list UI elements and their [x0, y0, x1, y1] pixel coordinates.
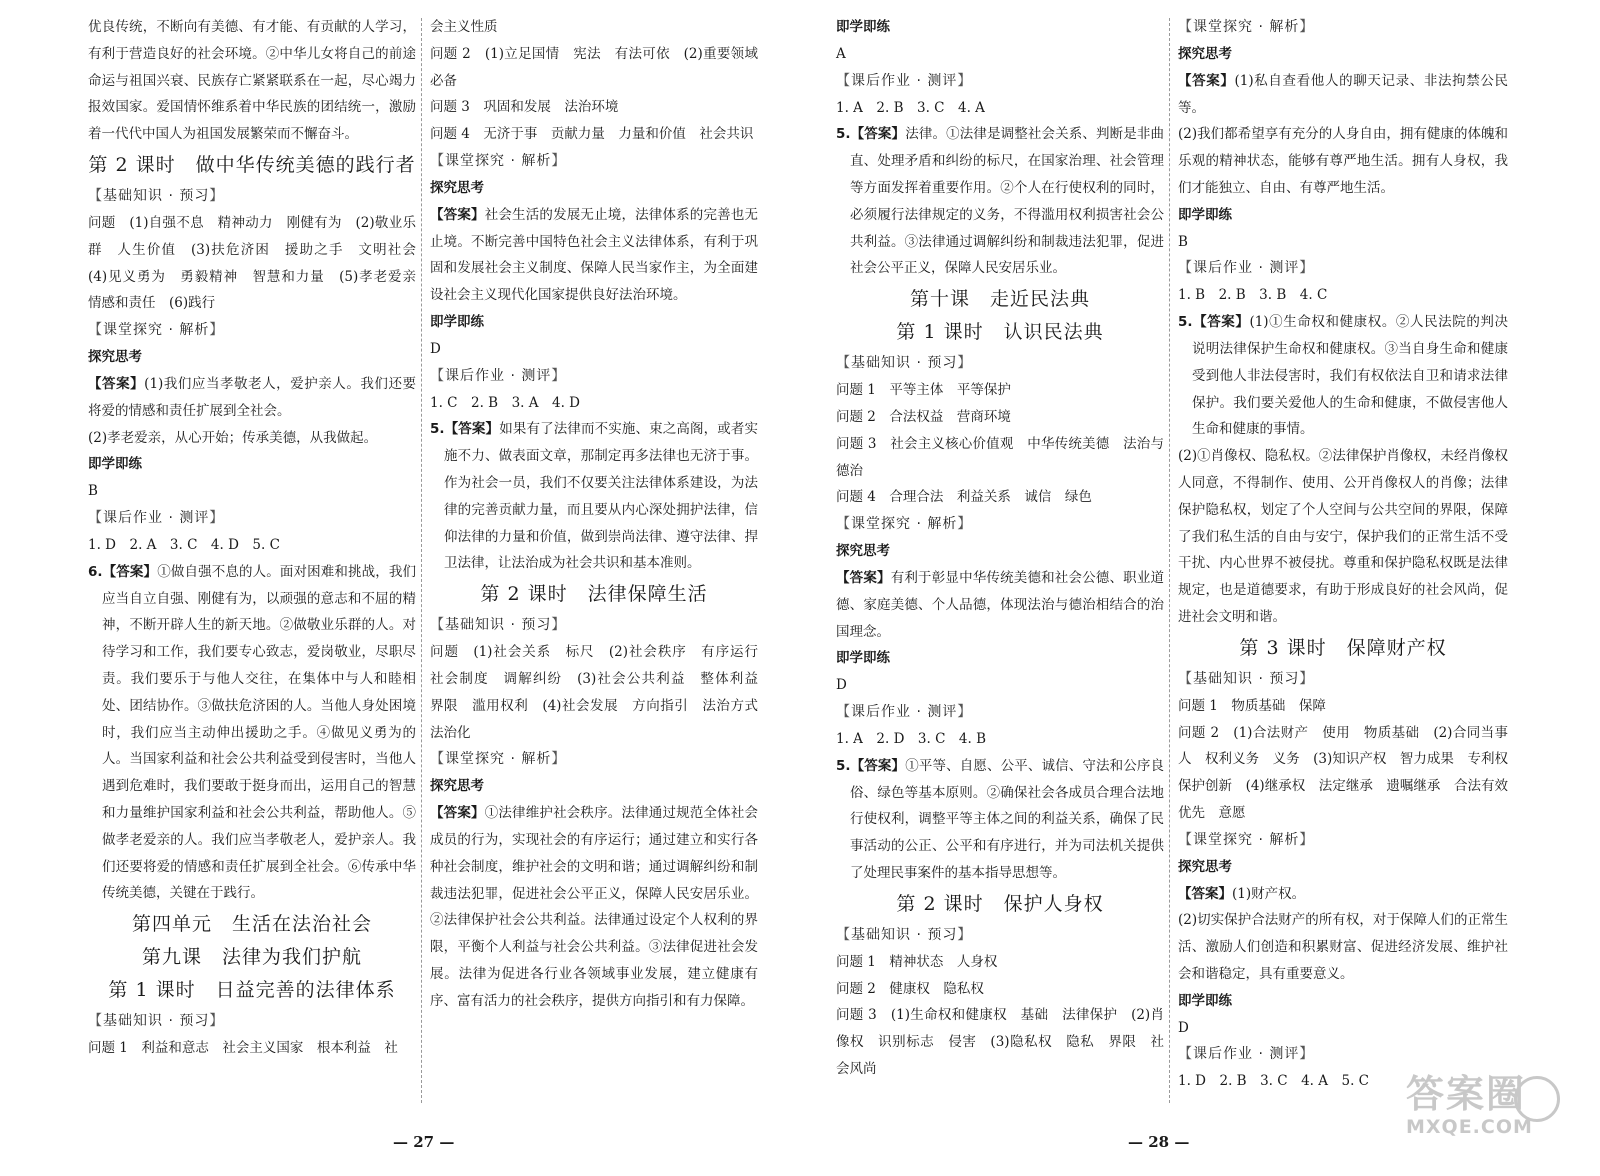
answer-label: 【答案】 [444, 421, 500, 438]
text-line: A [836, 45, 846, 62]
section-tag [1178, 1041, 1508, 1068]
tag-bracket-close: 】 [551, 617, 567, 634]
tag-bracket-close: 】 [957, 926, 973, 943]
section-tag [430, 746, 758, 773]
section-tag [836, 511, 1164, 538]
section-tag [836, 922, 1164, 949]
text-line: 1. A 2. B 3. C 4. A [836, 99, 985, 116]
answer-text: ①平等、自愿、公平、诚信、守法和公序良俗、绿色等基本原则。②确保社会各成员合理合法地行使权利，调整平等主体之间的利益关系，确保了民事活动的公正、公平和有序进行，并为司法机关提供了处理民事案件的基本指导思想等。 [850, 757, 1165, 881]
tag-bracket-open: 【 [430, 751, 445, 768]
tag-text: 课后作业 · 测评 [103, 509, 210, 526]
subheading: 探究思考 [1178, 858, 1232, 875]
answer-label: 【答案】 [430, 206, 485, 223]
tag-bracket-open: 【 [430, 367, 445, 384]
text-line: 问题 3 社会主义核心价值观 中华传统美德 法治与德治 [836, 435, 1164, 479]
tag-bracket-open: 【 [88, 1013, 103, 1030]
answer-paragraph [836, 565, 1164, 645]
page-number-right: — 28 — [1128, 1133, 1190, 1151]
subheading: 即学即练 [88, 456, 142, 473]
subheading: 即学即练 [1178, 206, 1232, 223]
numbered-answer [1178, 309, 1508, 443]
question-number: 5. [430, 421, 445, 438]
text-line: D [836, 677, 847, 694]
answer-text: ①做自强不息的人。面对困难和挑战，我们应当自立自强、刚健有为，以顽强的意志和不屈的精神，不断开辟人生的新天地。②做敬业乐群的人。对待学习和工作，我们要专心致志，爱岗敬业，尽职尽责。我们要乐于与他人交往，在集体中与人和睦相处、团结协作。③做扶危济困的人。当他人身处困境时，我们应当主动伸出援助之手。④做见义勇为的人。当国家利益和社会公共利益受到侵害时，当他人遇到危难时，我们要敢于挺身而出，运用自己的智慧和力量维护国家利益和社会公共利益，帮助他人。⑤做孝老爱亲的人。我们应当孝敬老人，爱护亲人。我们还要将爱的情感和责任扩展到全社会。⑥传承中华传统美德，关键在于践行。 [102, 563, 417, 902]
text-line: (2)我们都希望享有充分的人身自由，拥有健康的体魄和乐观的精神状态，能够有尊严地生活。拥有人身权，我们才能独立、自由、有尊严地生活。 [1178, 126, 1508, 196]
answer-label: 【答案】 [850, 757, 906, 774]
tag-bracket-close: 】 [209, 1013, 225, 1030]
tag-bracket-close: 】 [1299, 670, 1315, 687]
text-line: 问题 1 利益和意志 社会主义国家 根本利益 社 [88, 1040, 398, 1057]
section-tag [836, 699, 1164, 726]
subheading: 探究思考 [430, 778, 484, 795]
section-title: 第九课 法律为我们护航 [141, 946, 362, 969]
tag-bracket-close: 】 [551, 367, 567, 384]
text-line: (2)切实保护合法财产的所有权，对于保障人们的正常生活、激励人们创造和积累财富、促进经济发展、维护社会和谐稳定，具有重要意义。 [1178, 912, 1508, 982]
answer-label: 【答案】 [836, 569, 891, 586]
tag-bracket-close: 】 [957, 703, 973, 720]
tag-bracket-open: 【 [836, 516, 851, 533]
tag-bracket-open: 【 [88, 187, 103, 204]
text-line: 问题 3 (1)生命权和健康权 基础 法律保护 (2)肖像权 识别标志 侵害 (3)隐私权 隐私 界限 社会风尚 [836, 1007, 1164, 1077]
text-line: (2)孝老爱亲，从心开始；传承美德，从我做起。 [88, 429, 378, 446]
text-line: 问题 2 (1)立足国情 宪法 有法可依 (2)重要领域 必备 [430, 45, 772, 89]
answer-label: 【答案】 [1178, 72, 1235, 89]
tag-text: 课后作业 · 测评 [851, 703, 958, 720]
text-line: 问题 (1)社会关系 标尺 (2)社会秩序 有序运行 社会制度 调解纠纷 (3)社会公共利益 整体利益 界限 滥用权利 (4)社会发展 方向指引 法治方式 法治化 [430, 644, 772, 741]
tag-bracket-close: 】 [1299, 1046, 1315, 1063]
tag-bracket-open: 【 [1178, 1046, 1193, 1063]
text-line: (2)①肖像权、隐私权。②法律保护肖像权，未经肖像权人同意，不得制作、使用、公开肖像权人的肖像；法律保护隐私权，划定了个人空间与公共空间的界限，保障了我们私生活的自由与安宁，保护我们的正常生活不受干扰、内心世界不被侵扰。尊重和保护隐私权既是法律规定，也是道德要求，有助于形成良好的社会风尚，促进社会文明和谐。 [1178, 448, 1508, 625]
text-line: 问题 1 物质基础 保障 [1178, 697, 1326, 714]
answer-text: (1)①生命权和健康权。②人民法院的判决说明法律保护生命权和健康权。③当自身生命和健康受到他人非法侵害时，我们有权依法自卫和请求法律保护。我们要关爱他人的生命和健康，不做侵害他人生命和健康的事情。 [1192, 314, 1509, 438]
subheading: 即学即练 [836, 650, 890, 667]
section-title: 第十课 走近民法典 [909, 288, 1090, 311]
numbered-answer [430, 416, 758, 577]
tag-text: 课堂探究 · 解析 [103, 322, 210, 339]
section-tag [1178, 666, 1508, 693]
text-line: 1. D 2. A 3. C 4. D 5. C [88, 536, 280, 553]
section-tag [836, 68, 1164, 95]
text-line: 1. A 2. D 3. C 4. B [836, 730, 987, 747]
tag-bracket-close: 】 [209, 509, 225, 526]
text-line: 1. D 2. B 3. C 4. A 5. C [1178, 1073, 1370, 1090]
section-tag [88, 317, 416, 344]
tag-bracket-close: 】 [957, 516, 973, 533]
tag-bracket-open: 【 [836, 703, 851, 720]
numbered-answer [836, 753, 1164, 887]
tag-bracket-open: 【 [1178, 260, 1193, 277]
tag-text: 课后作业 · 测评 [445, 367, 552, 384]
section-tag [88, 505, 416, 532]
tag-bracket-open: 【 [1178, 670, 1193, 687]
page-number-left: — 27 — [393, 1133, 455, 1151]
text-line: 问题 (1)自强不息 精神动力 刚健有为 (2)敬业乐群 人生价值 (3)扶危济困 援助之手 文明社会 (4)见义勇为 勇毅精神 智慧和力量 (5)孝老爱亲 情感和责任 (6)践行 [88, 214, 430, 312]
tag-bracket-open: 【 [88, 509, 103, 526]
section-tag [430, 363, 758, 390]
text-line: 优良传统，不断向有美德、有才能、有贡献的人学习，有利于营造良好的社会环境。②中华儿女将自己的前途命运与祖国兴衰、民族存亡紧紧联系在一起，尽心竭力报效国家。爱国情怀维系着中华民族的团结统一，激励着一代代中国人为祖国发展繁荣而不懈奋斗。 [88, 19, 416, 143]
tag-bracket-close: 】 [209, 187, 225, 204]
answer-text: 法律。①法律是调整社会关系、判断是非曲直、处理矛盾和纠纷的标尺，在国家治理、社会管理等方面发挥着重要作用。②个人在行使权利的同时，必须履行法律规定的义务，不得滥用权利损害社会公共利益。③法律通过调解纠纷和制裁违法犯罪，促进社会公平正义，保障人民安居乐业。 [850, 126, 1165, 277]
answer-label: 【答案】 [88, 375, 145, 392]
tag-text: 基础知识 · 预习 [851, 355, 958, 372]
tag-text: 课后作业 · 测评 [1193, 1046, 1300, 1063]
question-number: 6. [88, 563, 103, 580]
section-title: 第 2 课时 做中华传统美德的践行者 [88, 153, 416, 176]
tag-bracket-open: 【 [836, 926, 851, 943]
answer-label: 【答案】 [1178, 885, 1232, 902]
text-line: 问题 2 合法权益 营商环境 [836, 408, 1011, 425]
tag-bracket-close: 】 [1299, 831, 1315, 848]
tag-bracket-open: 【 [836, 355, 851, 372]
tag-bracket-open: 【 [836, 72, 851, 89]
tag-text: 课堂探究 · 解析 [445, 152, 552, 169]
answer-label: 【答案】 [1192, 314, 1250, 331]
section-tag [1178, 14, 1508, 41]
subheading: 即学即练 [1178, 992, 1232, 1009]
answer-label: 【答案】 [102, 563, 158, 580]
answer-text: 有利于彰显中华传统美德和社会公德、职业道德、家庭美德、个人品德，体现法治与德治相结合的治国理念。 [836, 569, 1165, 640]
watermark-circle-icon [1514, 1076, 1560, 1122]
text-line: D [1178, 1019, 1189, 1036]
tag-text: 课堂探究 · 解析 [1193, 831, 1300, 848]
answer-paragraph [1178, 68, 1508, 122]
answer-paragraph [88, 371, 416, 425]
answer-text: ①法律维护社会秩序。法律通过规范全体社会成员的行为，实现社会的有序运行；通过建立和实行各种社会制度，维护社会的文明和谐；通过调解纠纷和制裁违法犯罪，促进社会公平正义，保障人民安居乐业。②法律保护社会公共利益。法律通过设定个人权利的界限，平衡个人利益与社会公共利益。③法律促进社会发展。法律为促进各行业各领域事业发展，建立健康有序、富有活力的社会秩序，提供方向指引和有力保障。 [430, 805, 759, 1009]
answer-text: 社会生活的发展无止境，法律体系的完善也无止境。不断完善中国特色社会主义法律体系，有利于巩固和发展社会主义制度、保障人民当家作主，为全面建设社会主义现代化国家提供良好法治环境。 [430, 206, 759, 304]
column-3 [836, 14, 1164, 1083]
tag-bracket-open: 【 [1178, 19, 1193, 35]
watermark-logo [1406, 1072, 1566, 1158]
text-line: 问题 4 无济于事 贡献力量 力量和价值 社会共识 [430, 126, 754, 143]
tag-bracket-close: 】 [209, 322, 225, 339]
numbered-answer [88, 559, 416, 907]
tag-text: 课堂探究 · 解析 [1193, 19, 1300, 35]
tag-bracket-close: 】 [551, 751, 567, 768]
section-title: 第 1 课时 日益完善的法律体系 [108, 979, 396, 1002]
section-tag [88, 183, 416, 210]
text-line: 问题 2 (1)合法财产 使用 物质基础 (2)合同当事人 权利义务 义务 (3)知识产权 智力成果 专利权 保护创新 (4)继承权 法定继承 遗嘱继承 合法有效 优先 意愿 [1178, 724, 1522, 821]
section-tag [1178, 255, 1508, 282]
answer-text: (1)财产权。 [1232, 885, 1306, 902]
answer-paragraph [1178, 881, 1508, 908]
column-divider-left [421, 18, 422, 1103]
subheading: 探究思考 [1178, 46, 1232, 62]
section-tag [430, 612, 758, 639]
text-line: B [1178, 233, 1188, 250]
tag-bracket-close: 】 [957, 355, 973, 372]
section-tag [1178, 827, 1508, 854]
question-number: 5. [1178, 314, 1193, 331]
tag-text: 课堂探究 · 解析 [851, 516, 958, 533]
tag-text: 基础知识 · 预习 [1193, 670, 1300, 687]
tag-bracket-close: 】 [551, 152, 567, 169]
section-tag [836, 350, 1164, 377]
section-tag [88, 1008, 416, 1035]
subheading: 探究思考 [430, 179, 484, 196]
section-title: 第 3 课时 保障财产权 [1239, 636, 1447, 659]
tag-text: 课后作业 · 测评 [851, 72, 958, 89]
answer-paragraph [430, 800, 758, 1014]
tag-bracket-open: 【 [430, 617, 445, 634]
text-line: 问题 1 精神状态 人身权 [836, 953, 998, 970]
answer-text: 如果有了法律而不实施、束之高阁，或者实施不力、做表面文章，那制定再多法律也无济于事。作为社会一员，我们不仅要关注法律体系建设，为法律的完善贡献力量，而且要从内心深处拥护法律，信仰法律的力量和价值，做到崇尚法律、遵守法律、捍卫法律，让法治成为社会共识和基本准则。 [444, 421, 759, 572]
text-line: 问题 2 健康权 隐私权 [836, 980, 984, 997]
subheading: 即学即练 [430, 313, 484, 330]
text-line: D [430, 340, 441, 357]
column-2 [430, 14, 772, 1015]
question-number: 5. [836, 757, 851, 774]
tag-bracket-open: 【 [88, 322, 103, 339]
text-line: 问题 4 合理合法 利益关系 诚信 绿色 [836, 489, 1092, 506]
tag-text: 课堂探究 · 解析 [445, 751, 552, 768]
text-line: 1. B 2. B 3. B 4. C [1178, 287, 1328, 304]
text-line: B [88, 483, 98, 500]
tag-bracket-close: 】 [1299, 260, 1315, 277]
answer-paragraph [430, 202, 758, 309]
text-line: 问题 1 平等主体 平等保护 [836, 382, 1011, 399]
numbered-answer [836, 121, 1164, 282]
watermark-text: 答案圈 [1406, 1072, 1527, 1116]
answer-label: 【答案】 [850, 126, 906, 143]
column-1 [88, 14, 430, 1062]
subheading: 探究思考 [88, 349, 142, 366]
tag-bracket-open: 【 [1178, 831, 1193, 848]
answer-label: 【答案】 [430, 805, 485, 822]
tag-bracket-open: 【 [430, 152, 445, 169]
watermark-url: MXQE.COM [1406, 1116, 1533, 1138]
tag-text: 基础知识 · 预习 [851, 926, 958, 943]
section-tag [430, 148, 758, 175]
subheading: 即学即练 [836, 19, 890, 35]
tag-text: 基础知识 · 预习 [103, 1013, 210, 1030]
tag-bracket-close: 】 [1299, 19, 1315, 35]
section-title: 第 2 课时 保护人身权 [896, 892, 1104, 915]
section-title: 第四单元 生活在法治社会 [131, 913, 372, 936]
subheading: 探究思考 [836, 543, 890, 560]
answer-text: (1)我们应当孝敬老人，爱护亲人。我们还要将爱的情感和责任扩展到全社会。 [88, 375, 417, 419]
text-line: 问题 3 巩固和发展 法治环境 [430, 99, 619, 116]
tag-text: 基础知识 · 预习 [103, 187, 210, 204]
text-line: 1. C 2. B 3. A 4. D [430, 394, 581, 411]
section-title: 第 1 课时 认识民法典 [896, 321, 1104, 344]
tag-text: 基础知识 · 预习 [445, 617, 552, 634]
text-line: 会主义性质 [430, 19, 498, 35]
tag-bracket-close: 】 [957, 72, 973, 89]
question-number: 5. [836, 126, 851, 143]
section-title: 第 2 课时 法律保障生活 [480, 583, 708, 606]
column-divider-right [1169, 18, 1170, 1103]
tag-text: 课后作业 · 测评 [1193, 260, 1300, 277]
answer-text: (1)私自查看他人的聊天记录、非法拘禁公民等。 [1178, 72, 1509, 116]
